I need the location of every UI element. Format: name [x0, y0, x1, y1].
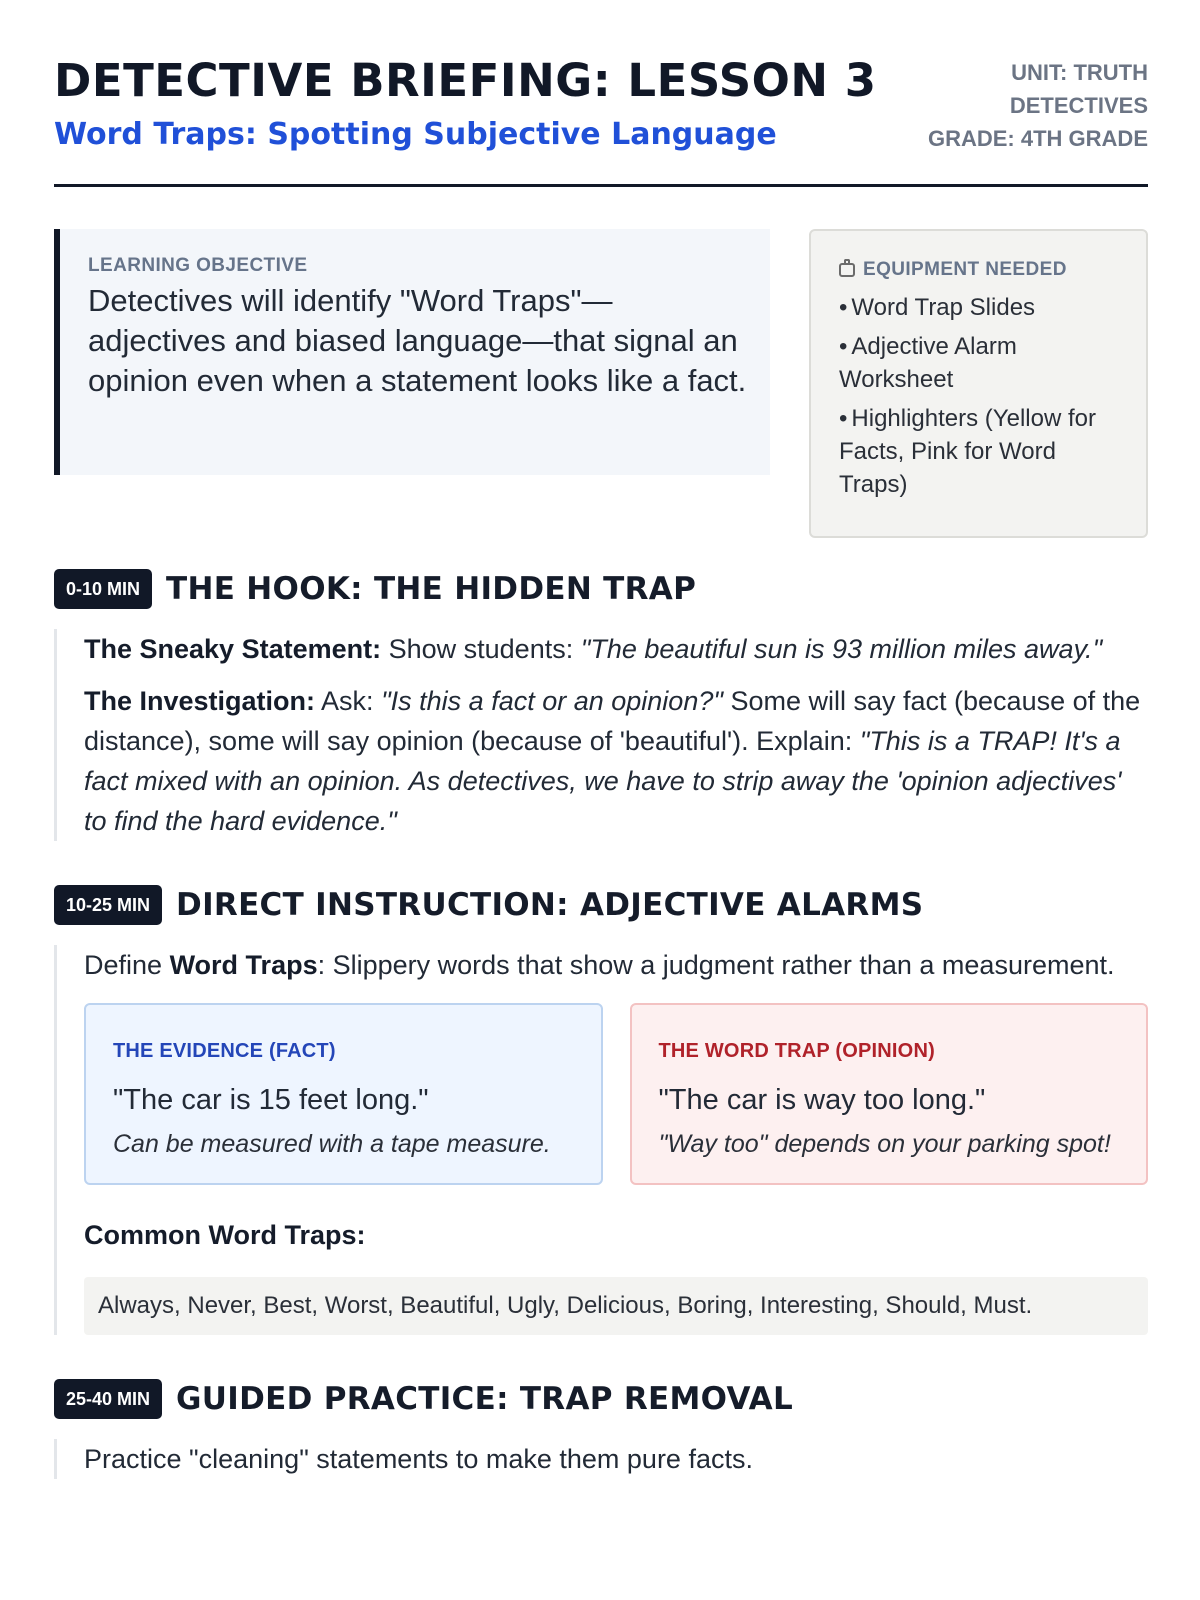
fact-vs-opinion: [84, 1003, 1148, 1185]
overview-row: [54, 229, 1148, 549]
investigation: The Investigation: Ask: "Is this a fact or an opinion?" Some will say fact (because of the distance), some will say opinion (because of 'beautiful'). Explain: "This is a TRAP! It's a fact mixed with an opinion. As detectives, we have to strip away the 'opinion adjectives' to find the hard evidence.": [84, 686, 1141, 836]
learning-objective: [54, 229, 770, 475]
equipment-box: [809, 229, 1148, 538]
trap-card: [630, 1003, 1149, 1185]
fact-card-label: THE EVIDENCE (FACT): [113, 1040, 336, 1062]
section-body: [54, 1439, 1148, 1479]
time-badge: 0-10 MIN: [54, 569, 152, 609]
section-body: [54, 945, 1148, 1335]
sneaky-statement: The Sneaky Statement: Show students: "The beautiful sun is 93 million miles away.": [84, 634, 1103, 664]
section-header: [54, 885, 1148, 925]
section-header: [54, 569, 1148, 609]
equipment-header: [839, 259, 1126, 281]
fact-card-quote: "The car is 15 feet long.": [113, 1084, 429, 1116]
grade-label: GRADE: 4TH GRADE: [927, 126, 1148, 151]
page-title: DETECTIVE BRIEFING: LESSON 3: [54, 54, 877, 107]
briefcase-icon: [839, 263, 855, 277]
header: [54, 0, 1148, 187]
section-direct-instruction: [54, 885, 1148, 1335]
fact-card-note: Can be measured with a tape measure.: [113, 1130, 551, 1158]
lesson-meta: [918, 56, 1148, 155]
section-hook: [54, 569, 1148, 841]
section-body: [54, 629, 1148, 841]
page-subtitle: Word Traps: Spotting Subjective Language: [54, 117, 777, 152]
section-guided-practice: [54, 1379, 1148, 1479]
common-traps-list: Always, Never, Best, Worst, Beautiful, Ugly, Delicious, Boring, Interesting, Should, Must.: [84, 1277, 1148, 1335]
fact-card: [84, 1003, 603, 1185]
objective-label: LEARNING OBJECTIVE: [88, 255, 308, 276]
trap-card-label: THE WORD TRAP (OPINION): [658, 1040, 935, 1062]
unit-label: UNIT: TRUTH DETECTIVES: [1009, 60, 1148, 118]
header-divider: [54, 184, 1148, 187]
section-title: THE HOOK: THE HIDDEN TRAP: [166, 571, 697, 607]
common-traps-label: Common Word Traps:: [84, 1220, 366, 1250]
list-item: • Highlighters (Yellow for Facts, Pink for Word Traps): [839, 405, 1096, 498]
section-title: GUIDED PRACTICE: TRAP REMOVAL: [176, 1381, 794, 1417]
definition: Define Word Traps: Slippery words that show a judgment rather than a measurement.: [84, 950, 1115, 980]
equipment-list: [839, 291, 1126, 501]
trap-card-note: "Way too" depends on your parking spot!: [658, 1130, 1111, 1158]
lesson-page: [54, 0, 1148, 1491]
list-item: • Adjective Alarm Worksheet: [839, 333, 1017, 393]
section-title: DIRECT INSTRUCTION: ADJECTIVE ALARMS: [176, 887, 924, 923]
equipment-label: EQUIPMENT NEEDED: [863, 259, 1067, 280]
time-badge: 25-40 MIN: [54, 1379, 162, 1419]
practice-intro: Practice "cleaning" statements to make them pure facts.: [84, 1444, 753, 1474]
section-header: [54, 1379, 1148, 1419]
trap-card-quote: "The car is way too long.": [658, 1084, 986, 1116]
objective-text: Detectives will identify "Word Traps"—adjectives and biased language—that signal an opinion even when a statement looks like a fact.: [88, 283, 747, 398]
list-item: • Word Trap Slides: [839, 294, 1036, 321]
time-badge: 10-25 MIN: [54, 885, 162, 925]
